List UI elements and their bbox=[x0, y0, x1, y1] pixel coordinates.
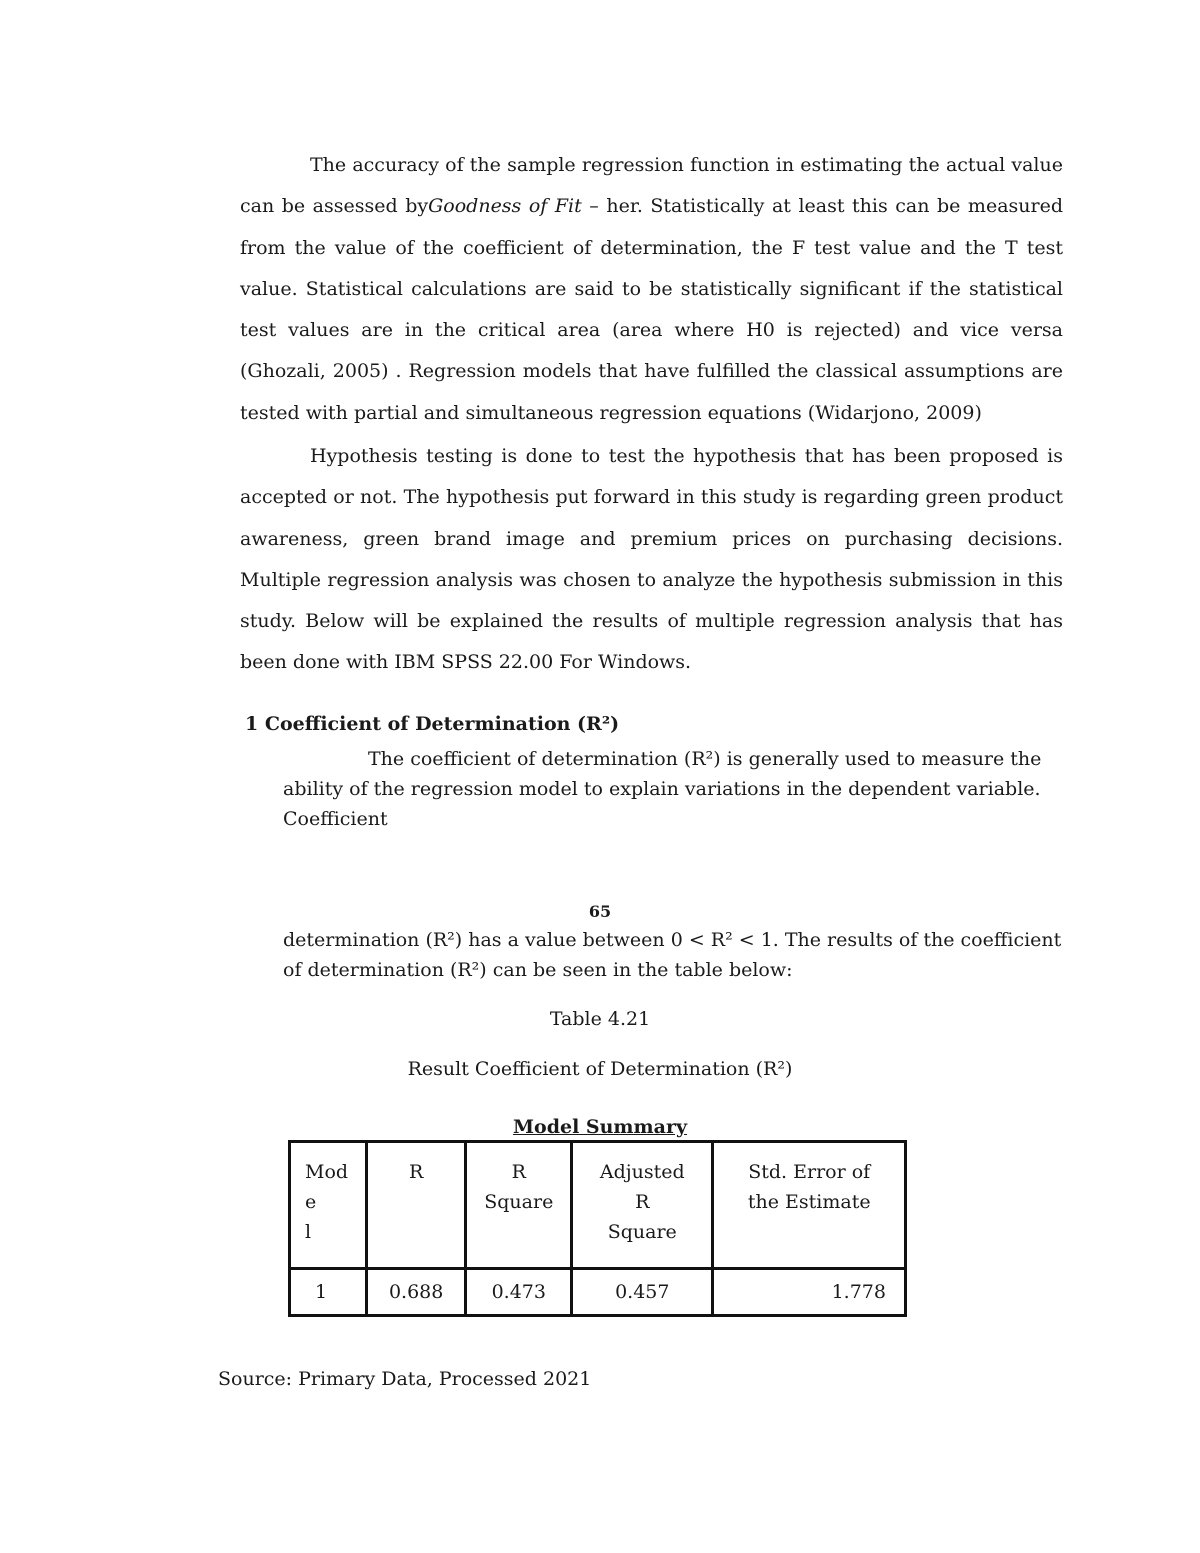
table-label: Table 4.21 bbox=[549, 1008, 651, 1030]
header-adjusted-r-square bbox=[572, 1142, 713, 1269]
source-note: Source: Primary Data, Processed 2021 bbox=[218, 1368, 592, 1390]
section-text-2: determination (R²) has a value between 0 < R² < 1. The results of the coefficient of determination (R²) can be seen in the table below: bbox=[283, 929, 1062, 981]
header-std-error bbox=[713, 1142, 906, 1269]
header-adjusted-line-1: Adjusted bbox=[599, 1161, 685, 1183]
cell-std-error: 1.778 bbox=[713, 1269, 906, 1316]
header-adjusted-line-3: Square bbox=[607, 1221, 677, 1243]
header-r-label: R bbox=[408, 1161, 424, 1183]
header-model-line-1: Mod bbox=[305, 1161, 349, 1183]
cell-model: 1 bbox=[290, 1269, 367, 1316]
header-r-square bbox=[466, 1142, 572, 1269]
header-model-line-3: l bbox=[305, 1221, 312, 1243]
cell-r-square: 0.473 bbox=[466, 1269, 572, 1316]
section-text-1 bbox=[283, 744, 1073, 834]
header-r-square-line-2: Square bbox=[484, 1191, 554, 1213]
paragraph-hypothesis-testing bbox=[240, 436, 1063, 684]
table-header-row bbox=[290, 1142, 906, 1269]
cell-adjusted-r-square: 0.457 bbox=[572, 1269, 713, 1316]
header-model-line-2: e bbox=[305, 1191, 317, 1213]
paragraph-1-italic: Goodness of Fit bbox=[428, 195, 582, 218]
table-caption: Result Coefficient of Determination (R²) bbox=[407, 1058, 793, 1080]
header-std-error-line-2: the Estimate bbox=[747, 1191, 871, 1213]
header-r-square-line-1: R bbox=[511, 1161, 526, 1183]
paragraph-1-text-a: The accuracy of the sample regression function in estimating the actual value can be assessed by bbox=[240, 154, 1063, 218]
header-r bbox=[366, 1142, 466, 1269]
section-text-1-content: The coefficient of determination (R²) is generally used to measure the ability of the regression model to explain variations in the dependent variable. Coefficient bbox=[283, 748, 1042, 830]
model-summary-table bbox=[288, 1140, 907, 1317]
paragraph-1-text-b: – her. Statistically at least this can be measured from the value of the coefficient of determination, the F test value and the T test value. Statistical calculations are said to be statistically significant if the statistical test values are in the critical area (area where H0 is rejected) and vice versa (Ghozali, 2005) . Regression models that have fulfilled the classical assumptions are tested with partial and simultaneous regression equations (Widarjono, 2009) bbox=[240, 195, 1063, 424]
header-adjusted-line-2: R bbox=[635, 1191, 650, 1213]
paragraph-goodness-of-fit bbox=[240, 145, 1063, 434]
section-heading: 1 Coefficient of Determination (R²) bbox=[245, 713, 620, 735]
cell-r: 0.688 bbox=[366, 1269, 466, 1316]
header-std-error-line-1: Std. Error of bbox=[748, 1161, 871, 1183]
paragraph-2-text: Hypothesis testing is done to test the hypothesis that has been proposed is accepted or not. The hypothesis put forward in this study is regarding green product awareness, green brand image and premium prices on purchasing decisions. Multiple regression analysis was chosen to analyze the hypothesis submission in this study. Below will be explained the results of multiple regression analysis that has been done with IBM SPSS 22.00 For Windows. bbox=[240, 445, 1063, 674]
model-summary-title: Model Summary bbox=[512, 1116, 687, 1138]
table-row bbox=[290, 1269, 906, 1316]
page-number: 65 bbox=[588, 902, 612, 921]
header-model bbox=[290, 1142, 367, 1269]
